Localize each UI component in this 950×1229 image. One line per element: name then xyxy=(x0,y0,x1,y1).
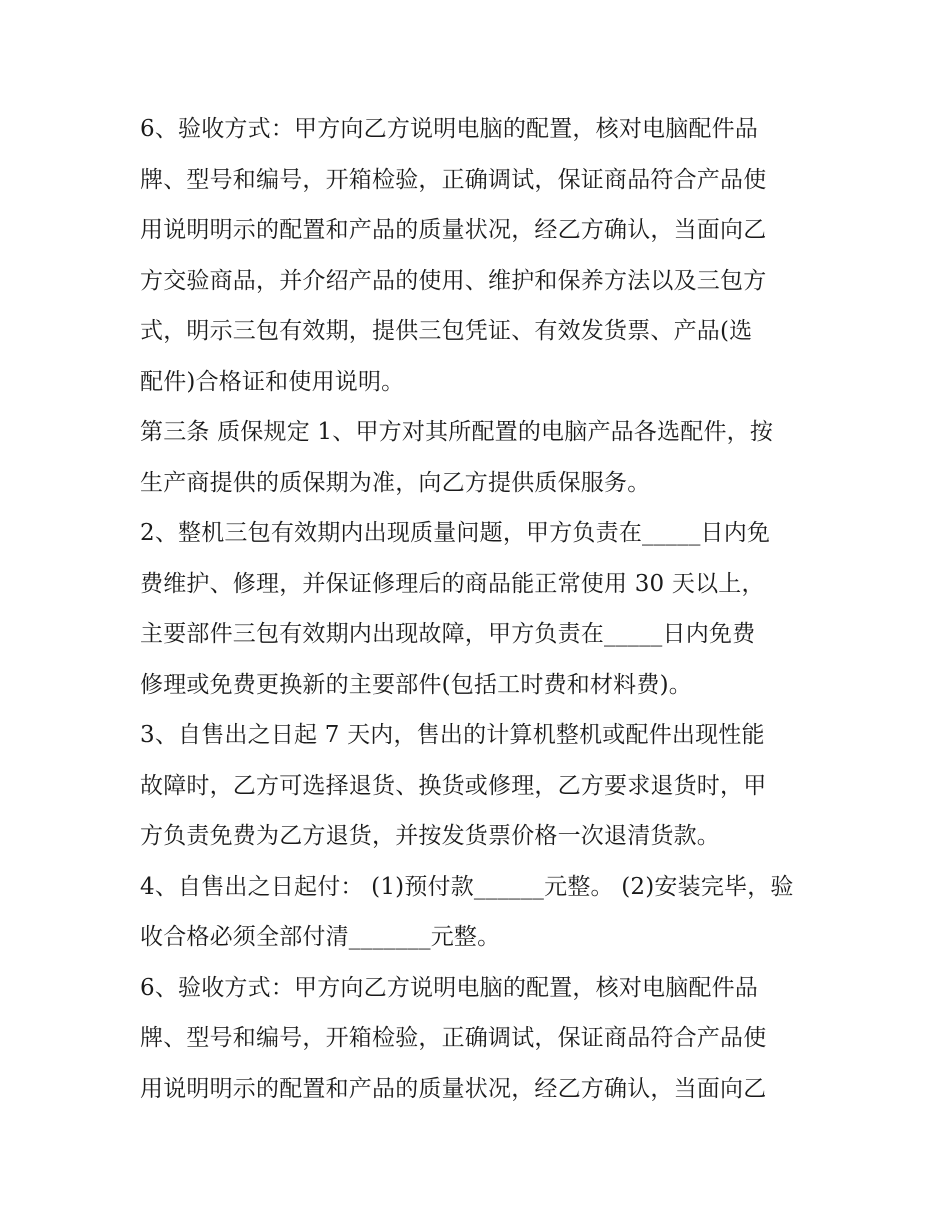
document-body xyxy=(140,104,812,1114)
paragraph-acceptance-method-repeat xyxy=(140,963,812,1115)
paragraph-acceptance-method xyxy=(140,104,812,407)
text-line: 故障时，乙方可选择退货、换货或修理，乙方要求退货时，甲 xyxy=(140,772,767,799)
text-line: 牌、型号和编号，开箱检验，正确调试，保证商品符合产品使 xyxy=(140,166,767,193)
text-line: 6、验收方式：甲方向乙方说明电脑的配置，核对电脑配件品 xyxy=(140,116,759,142)
text-line: 牌、型号和编号，开箱检验，正确调试，保证商品符合产品使 xyxy=(140,1025,767,1051)
text-line: 修理或免费更换新的主要部件(包括工时费和材料费)。 xyxy=(140,671,692,698)
text-line: 4、自售出之日起付： (1)预付款______元整。 (2)安装完毕，验 xyxy=(140,873,794,900)
text-line: 生产商提供的质保期为准，向乙方提供质保服务。 xyxy=(140,469,651,496)
text-line: 主要部件三包有效期内出现故障，甲方负责在_____日内免费 xyxy=(140,621,756,647)
text-line: 3、自售出之日起 7 天内，售出的计算机整机或配件出现性能 xyxy=(140,722,765,748)
text-line: 方交验商品，并介绍产品的使用、维护和保养方法以及三包方 xyxy=(140,267,767,294)
paragraph-article-three-warranty xyxy=(140,407,812,508)
paragraph-three-guarantees-repair xyxy=(140,508,812,710)
text-line: 6、验收方式：甲方向乙方说明电脑的配置，核对电脑配件品 xyxy=(140,974,759,1001)
text-line: 费维护、修理，并保证修理后的商品能正常使用 30 天以上， xyxy=(140,570,765,597)
paragraph-payment-terms xyxy=(140,862,812,963)
text-line: 方负责免费为乙方退货，并按发货票价格一次退清货款。 xyxy=(140,823,720,849)
text-line: 2、整机三包有效期内出现质量问题，甲方负责在_____日内免 xyxy=(140,520,771,546)
text-line: 第三条 质保规定 1、甲方对其所配置的电脑产品各选配件，按 xyxy=(140,419,774,445)
text-line: 用说明明示的配置和产品的质量状况，经乙方确认，当面向乙 xyxy=(140,217,767,243)
text-line: 式，明示三包有效期，提供三包凭证、有效发货票、产品(选 xyxy=(140,318,753,344)
text-line: 用说明明示的配置和产品的质量状况，经乙方确认，当面向乙 xyxy=(140,1075,767,1102)
text-line: 收合格必须全部付清_______元整。 xyxy=(140,924,501,950)
paragraph-seven-day-return xyxy=(140,710,812,862)
text-line: 配件)合格证和使用说明。 xyxy=(140,368,405,395)
